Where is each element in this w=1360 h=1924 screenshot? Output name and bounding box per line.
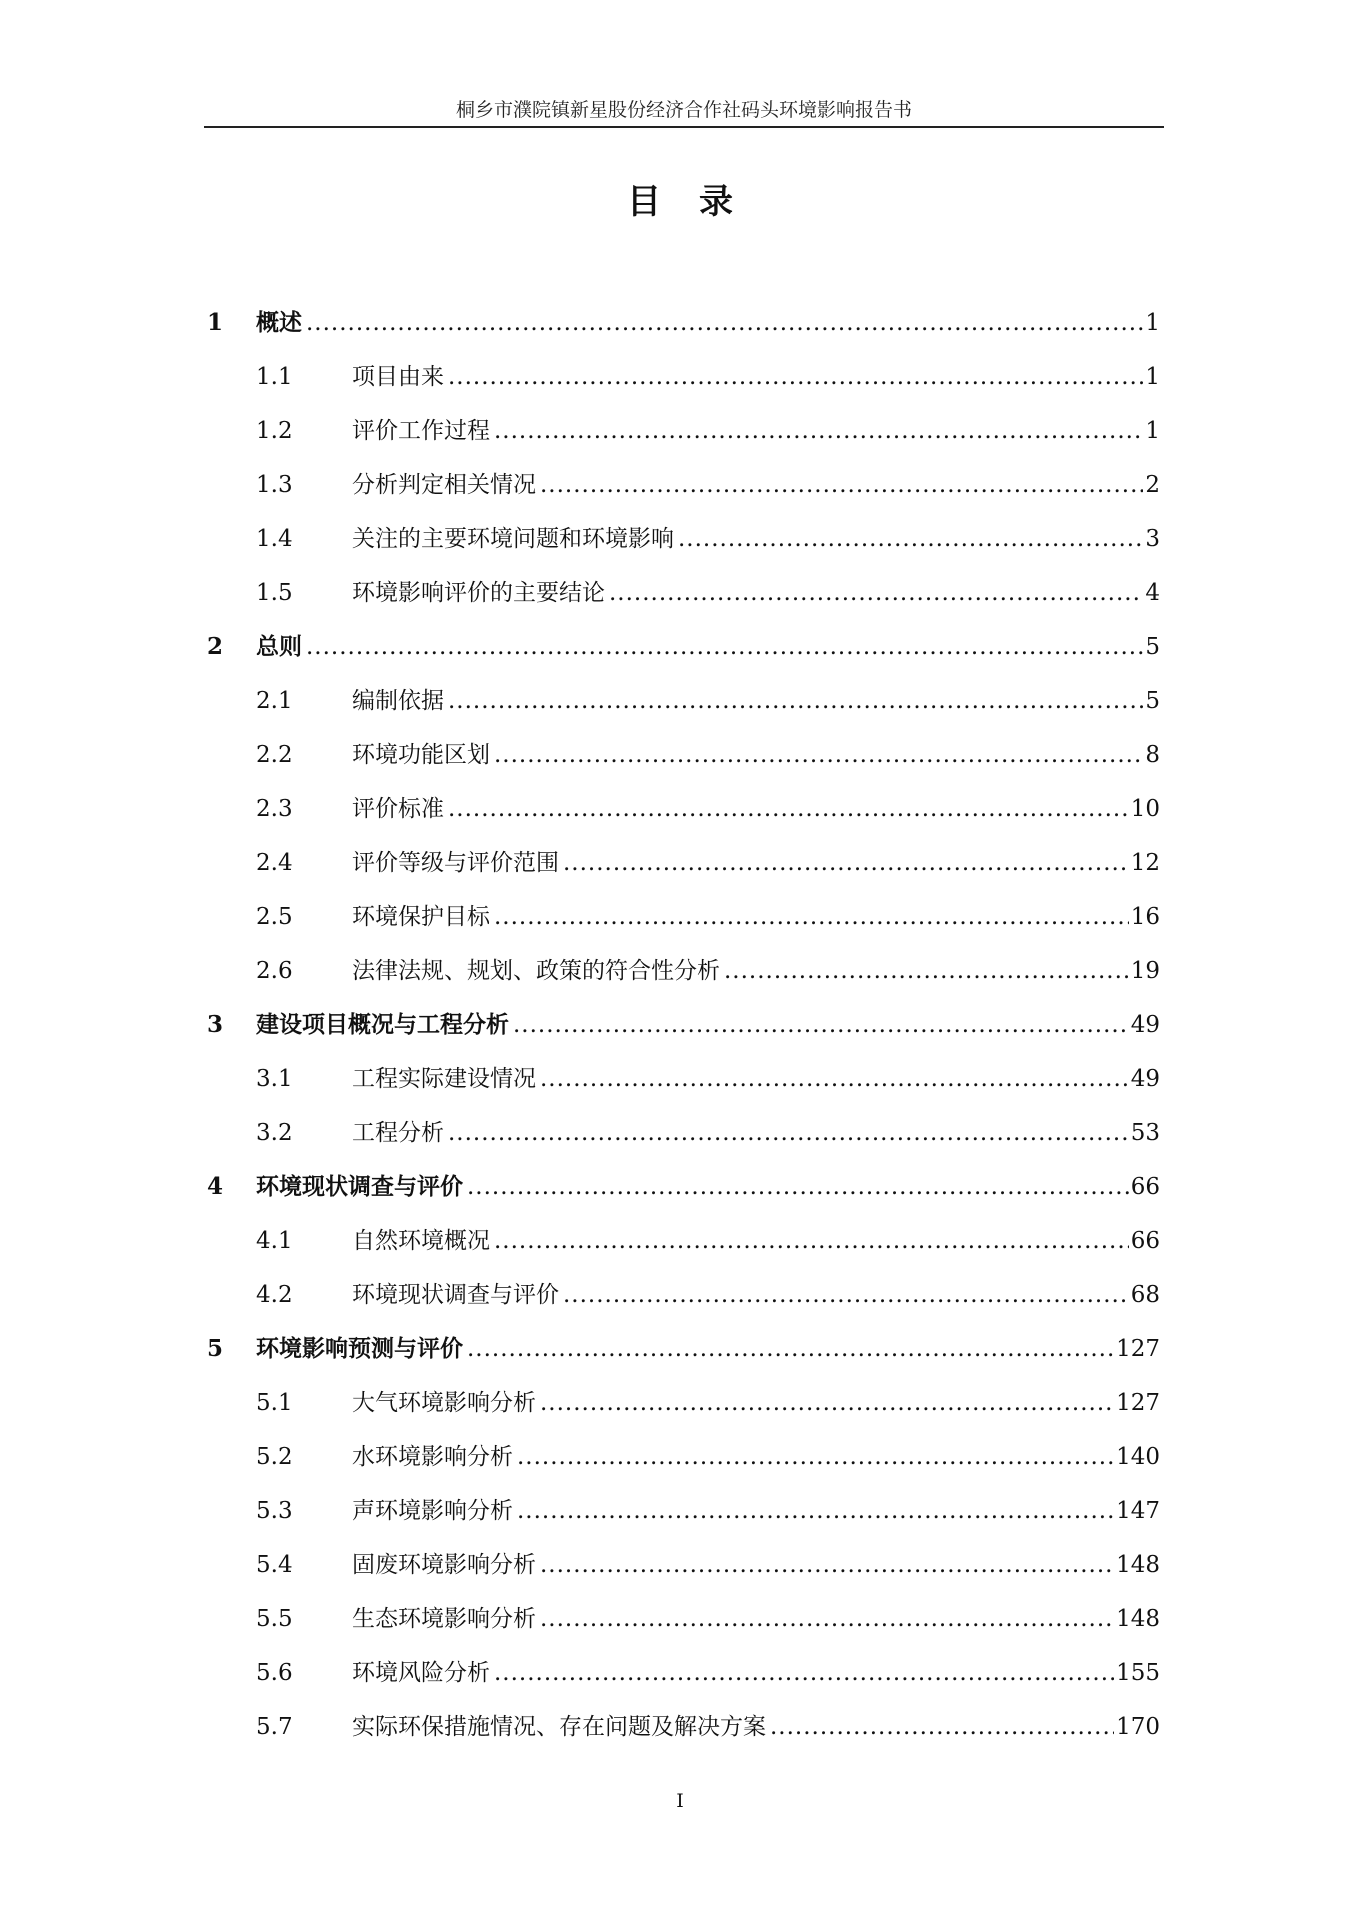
- toc-list: [0, 296, 1360, 1754]
- toc-entry-number: 3: [207, 1011, 224, 1038]
- toc-entry-title: 总则: [256, 633, 302, 660]
- toc-entry-page: 148: [1116, 1552, 1160, 1578]
- toc-entry-number: 2.4: [256, 850, 293, 876]
- toc-entry-number: 2: [207, 633, 224, 660]
- toc-entry-number: 2.5: [256, 904, 293, 930]
- toc-leader-dots: [540, 1052, 1129, 1106]
- toc-chapter-entry[interactable]: [0, 998, 1360, 1052]
- toc-entry-page: 155: [1116, 1660, 1160, 1686]
- toc-leader-dots: [540, 458, 1143, 512]
- toc-entry-number: 2.6: [256, 958, 293, 984]
- toc-entry-page: 148: [1116, 1606, 1160, 1632]
- toc-section-entry[interactable]: [0, 1646, 1360, 1700]
- toc-section-entry[interactable]: [0, 674, 1360, 728]
- toc-leader-dots: [563, 836, 1129, 890]
- toc-section-entry[interactable]: [0, 512, 1360, 566]
- toc-section-entry[interactable]: [0, 1268, 1360, 1322]
- toc-section-entry[interactable]: [0, 890, 1360, 944]
- toc-entry-title: 评价标准: [352, 796, 444, 822]
- toc-entry-number: 5: [207, 1335, 224, 1362]
- toc-section-entry[interactable]: [0, 458, 1360, 512]
- toc-entry-title: 水环境影响分析: [352, 1444, 513, 1470]
- toc-entry-page: 8: [1145, 742, 1160, 768]
- toc-entry-page: 19: [1130, 958, 1160, 984]
- toc-entry-number: 1: [207, 309, 224, 336]
- toc-leader-dots: [494, 404, 1143, 458]
- toc-entry-title: 生态环境影响分析: [352, 1606, 536, 1632]
- toc-entry-title: 环境现状调查与评价: [256, 1173, 463, 1200]
- toc-entry-page: 10: [1130, 796, 1160, 822]
- toc-leader-dots: [467, 1322, 1114, 1376]
- toc-entry-title: 法律法规、规划、政策的符合性分析: [352, 958, 720, 984]
- toc-chapter-entry[interactable]: [0, 296, 1360, 350]
- toc-section-entry[interactable]: [0, 1106, 1360, 1160]
- toc-entry-page: 1: [1145, 364, 1160, 390]
- toc-section-entry[interactable]: [0, 1052, 1360, 1106]
- toc-entry-title: 环境影响预测与评价: [256, 1335, 463, 1362]
- toc-entry-number: 1.3: [256, 472, 293, 498]
- toc-section-entry[interactable]: [0, 836, 1360, 890]
- toc-entry-page: 66: [1130, 1174, 1160, 1200]
- toc-entry-title: 评价工作过程: [352, 418, 490, 444]
- toc-entry-title: 工程实际建设情况: [352, 1066, 536, 1092]
- toc-entry-number: 1.5: [256, 580, 293, 606]
- toc-section-entry[interactable]: [0, 404, 1360, 458]
- toc-leader-dots: [448, 1106, 1129, 1160]
- toc-entry-page: 1: [1145, 310, 1160, 336]
- toc-entry-page: 170: [1116, 1714, 1160, 1740]
- toc-entry-number: 5.5: [256, 1606, 293, 1632]
- toc-section-entry[interactable]: [0, 1700, 1360, 1754]
- toc-entry-page: 16: [1130, 904, 1160, 930]
- toc-entry-title: 大气环境影响分析: [352, 1390, 536, 1416]
- toc-entry-page: 12: [1130, 850, 1160, 876]
- toc-entry-title: 环境风险分析: [352, 1660, 490, 1686]
- toc-entry-title: 固废环境影响分析: [352, 1552, 536, 1578]
- toc-section-entry[interactable]: [0, 782, 1360, 836]
- toc-leader-dots: [494, 890, 1129, 944]
- toc-section-entry[interactable]: [0, 1214, 1360, 1268]
- toc-entry-page: 68: [1130, 1282, 1160, 1308]
- toc-entry-number: 4.1: [256, 1228, 293, 1254]
- toc-leader-dots: [563, 1268, 1129, 1322]
- toc-entry-title: 环境保护目标: [352, 904, 490, 930]
- toc-leader-dots: [517, 1484, 1114, 1538]
- toc-entry-title: 声环境影响分析: [352, 1498, 513, 1524]
- toc-chapter-entry[interactable]: [0, 620, 1360, 674]
- toc-leader-dots: [448, 674, 1143, 728]
- toc-entry-number: 5.7: [256, 1714, 293, 1740]
- running-header: 桐乡市濮院镇新星股份经济合作社码头环境影响报告书: [455, 99, 912, 121]
- toc-leader-dots: [494, 1214, 1129, 1268]
- toc-entry-number: 1.4: [256, 526, 293, 552]
- toc-leader-dots: [494, 1646, 1114, 1700]
- toc-leader-dots: [448, 350, 1143, 404]
- toc-section-entry[interactable]: [0, 944, 1360, 998]
- toc-entry-page: 147: [1116, 1498, 1160, 1524]
- toc-leader-dots: [467, 1160, 1129, 1214]
- toc-entry-page: 4: [1145, 580, 1160, 606]
- toc-section-entry[interactable]: [0, 566, 1360, 620]
- toc-entry-page: 5: [1145, 634, 1160, 660]
- toc-section-entry[interactable]: [0, 1430, 1360, 1484]
- toc-leader-dots: [513, 998, 1129, 1052]
- toc-entry-title: 环境现状调查与评价: [352, 1282, 559, 1308]
- toc-leader-dots: [517, 1430, 1114, 1484]
- toc-entry-number: 5.1: [256, 1390, 293, 1416]
- toc-leader-dots: [724, 944, 1129, 998]
- toc-entry-number: 2.2: [256, 742, 293, 768]
- toc-heading: 目录: [627, 182, 771, 222]
- toc-entry-page: 49: [1130, 1066, 1160, 1092]
- toc-leader-dots: [540, 1376, 1114, 1430]
- toc-section-entry[interactable]: [0, 350, 1360, 404]
- toc-entry-title: 编制依据: [352, 688, 444, 714]
- toc-entry-page: 66: [1130, 1228, 1160, 1254]
- toc-entry-title: 建设项目概况与工程分析: [256, 1011, 509, 1038]
- toc-leader-dots: [306, 296, 1143, 350]
- toc-entry-title: 自然环境概况: [352, 1228, 490, 1254]
- toc-entry-page: 127: [1116, 1390, 1160, 1416]
- toc-entry-title: 关注的主要环境问题和环境影响: [352, 526, 674, 552]
- header-rule: [204, 126, 1164, 128]
- toc-entry-title: 项目由来: [352, 364, 444, 390]
- toc-leader-dots: [770, 1700, 1114, 1754]
- toc-entry-page: 53: [1130, 1120, 1160, 1146]
- toc-entry-title: 实际环保措施情况、存在问题及解决方案: [352, 1714, 766, 1740]
- toc-leader-dots: [448, 782, 1129, 836]
- toc-leader-dots: [609, 566, 1143, 620]
- toc-entry-number: 5.2: [256, 1444, 293, 1470]
- toc-entry-page: 2: [1145, 472, 1160, 498]
- toc-leader-dots: [678, 512, 1143, 566]
- toc-entry-title: 分析判定相关情况: [352, 472, 536, 498]
- toc-entry-page: 140: [1116, 1444, 1160, 1470]
- toc-entry-title: 环境功能区划: [352, 742, 490, 768]
- toc-entry-page: 1: [1145, 418, 1160, 444]
- toc-leader-dots: [540, 1538, 1114, 1592]
- toc-entry-number: 1.1: [256, 364, 293, 390]
- toc-section-entry[interactable]: [0, 1376, 1360, 1430]
- toc-entry-page: 127: [1116, 1336, 1160, 1362]
- toc-entry-title: 概述: [256, 309, 302, 336]
- toc-entry-number: 3.2: [256, 1120, 293, 1146]
- toc-entry-title: 环境影响评价的主要结论: [352, 580, 605, 606]
- toc-entry-page: 5: [1145, 688, 1160, 714]
- toc-leader-dots: [494, 728, 1143, 782]
- toc-section-entry[interactable]: [0, 728, 1360, 782]
- toc-chapter-entry[interactable]: [0, 1322, 1360, 1376]
- toc-section-entry[interactable]: [0, 1592, 1360, 1646]
- toc-entry-number: 5.6: [256, 1660, 293, 1686]
- toc-chapter-entry[interactable]: [0, 1160, 1360, 1214]
- toc-entry-page: 49: [1130, 1012, 1160, 1038]
- page-number: I: [676, 1790, 684, 1812]
- toc-entry-page: 3: [1145, 526, 1160, 552]
- toc-section-entry[interactable]: [0, 1484, 1360, 1538]
- toc-entry-title: 工程分析: [352, 1120, 444, 1146]
- toc-entry-number: 5.3: [256, 1498, 293, 1524]
- toc-entry-number: 4: [207, 1173, 224, 1200]
- toc-entry-number: 4.2: [256, 1282, 293, 1308]
- toc-entry-number: 3.1: [256, 1066, 293, 1092]
- toc-entry-number: 1.2: [256, 418, 293, 444]
- toc-entry-number: 2.3: [256, 796, 293, 822]
- toc-leader-dots: [540, 1592, 1114, 1646]
- toc-section-entry[interactable]: [0, 1538, 1360, 1592]
- toc-entry-title: 评价等级与评价范围: [352, 850, 559, 876]
- toc-entry-number: 5.4: [256, 1552, 293, 1578]
- toc-entry-number: 2.1: [256, 688, 293, 714]
- toc-leader-dots: [306, 620, 1143, 674]
